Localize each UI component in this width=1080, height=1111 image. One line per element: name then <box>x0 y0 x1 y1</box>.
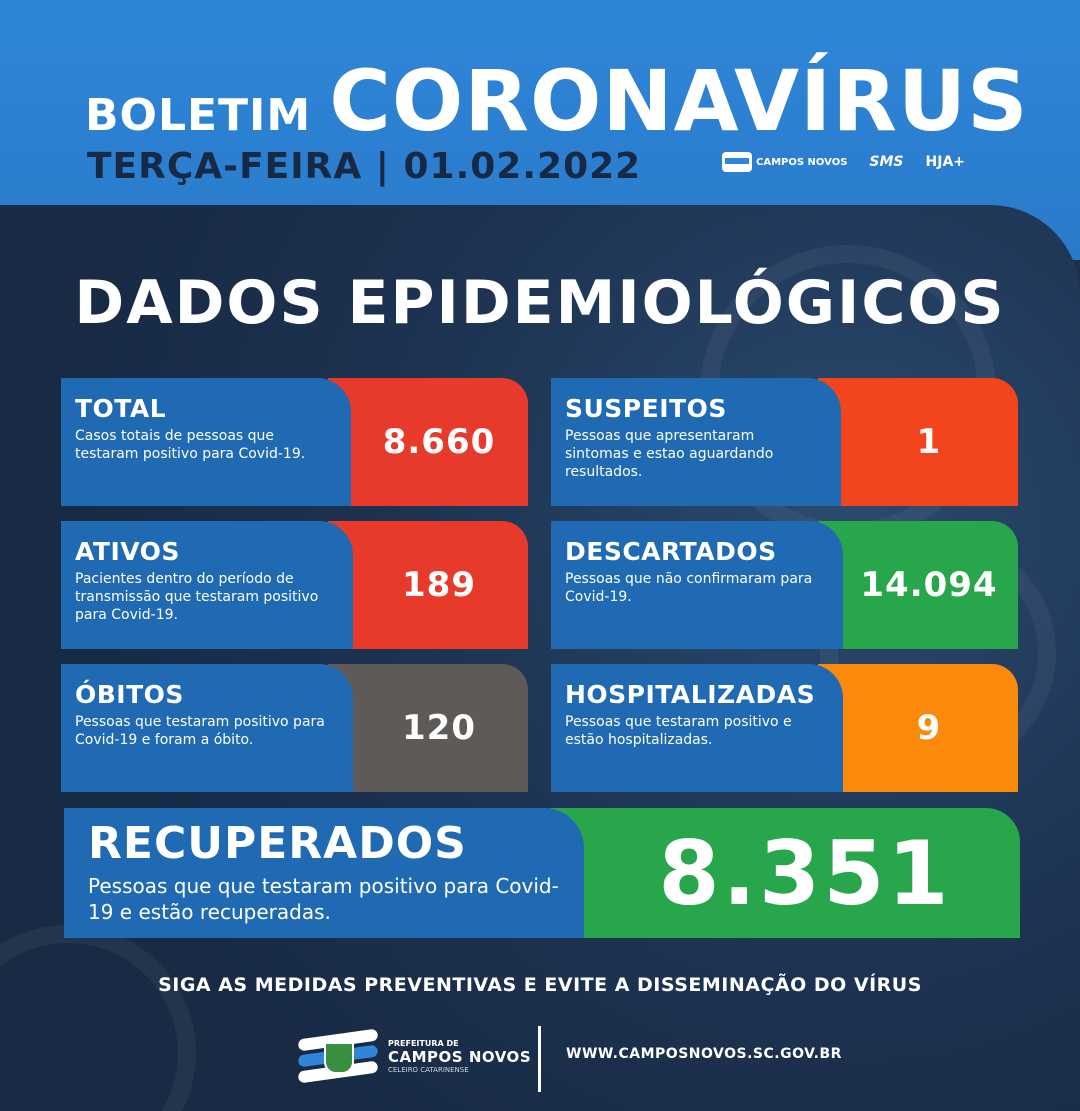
card-title: ÓBITOS <box>75 680 184 709</box>
card-hospitalizadas <box>551 664 1018 792</box>
section-title: DADOS EPIDEMIOLÓGICOS <box>74 268 1006 338</box>
boletim-label: BOLETIM <box>85 90 312 141</box>
card-value: 9 <box>916 708 942 748</box>
card-value: 1 <box>916 422 942 462</box>
recuperados-title: RECUPERADOS <box>88 818 467 869</box>
flag-icon <box>722 152 752 172</box>
campos-novos-logo: CAMPOS NOVOS <box>722 152 847 172</box>
card-title: TOTAL <box>75 394 167 423</box>
card-title: ATIVOS <box>75 537 180 566</box>
card-recuperados <box>64 808 1020 938</box>
prevention-message: SIGA AS MEDIDAS PREVENTIVAS E EVITE A DISSEMINAÇÃO DO VÍRUS <box>158 974 922 996</box>
coronavirus-title: CORONAVÍRUS <box>329 52 1029 150</box>
card-ativos <box>61 521 528 649</box>
card-title: SUSPEITOS <box>565 394 727 423</box>
card-title: HOSPITALIZADAS <box>565 680 816 709</box>
recuperados-description: Pessoas que que testaram positivo para Covid-19 e estão recuperadas. <box>88 874 559 924</box>
recuperados-value: 8.351 <box>658 821 952 925</box>
card-suspeitos <box>551 378 1018 506</box>
partner-logos <box>722 152 965 172</box>
card-description: Pessoas que não confirmaram para Covid-19. <box>565 571 813 605</box>
card-description: Pacientes dentro do período de transmissão que testaram positivo para Covid-19. <box>75 571 319 623</box>
card-description: Pessoas que apresentaram sintomas e estao aguardando resultados. <box>565 428 774 480</box>
website-link[interactable]: WWW.CAMPOSNOVOS.SC.GOV.BR <box>566 1046 842 1062</box>
prefeitura-logo: PREFEITURA DE CAMPOS NOVOS CELEIRO CATARINENSE <box>298 1030 531 1082</box>
card-description: Pessoas que testaram positivo para Covid-19 e foram a óbito. <box>75 714 325 748</box>
card-total <box>61 378 528 506</box>
card-description: Casos totais de pessoas que testaram positivo para Covid-19. <box>75 428 306 462</box>
footer-divider <box>538 1026 541 1092</box>
virus-illustration-icon <box>0 925 196 1111</box>
card-descartados <box>551 521 1018 649</box>
card-value: 8.660 <box>382 422 496 462</box>
card-title: DESCARTADOS <box>565 537 777 566</box>
card-value: 14.094 <box>860 565 998 605</box>
card-value: 120 <box>402 708 476 748</box>
card-description: Pessoas que testaram positivo e estão hospitalizadas. <box>565 714 792 748</box>
card-value: 189 <box>402 565 476 605</box>
flag-icon <box>298 1030 378 1082</box>
hja-logo: HJA+ <box>925 154 966 170</box>
bulletin-title <box>85 52 1029 150</box>
date-line: TERÇA-FEIRA | 01.02.2022 <box>87 146 642 187</box>
sms-logo: SMS <box>869 154 904 170</box>
card-obitos <box>61 664 528 792</box>
